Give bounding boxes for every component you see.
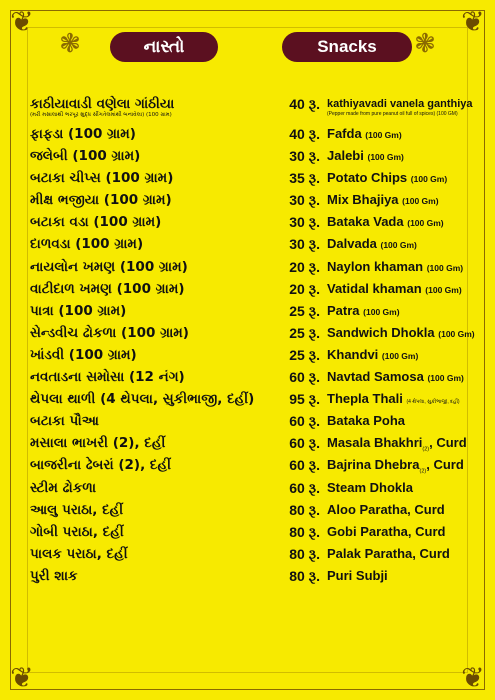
price-value: 25 xyxy=(289,324,305,341)
price-value: 60 xyxy=(289,369,305,386)
price-value: 40 xyxy=(289,96,305,112)
item-price xyxy=(258,257,320,277)
english-name: Naylon khaman xyxy=(327,258,424,274)
price-currency: રૂ. xyxy=(308,258,320,275)
ornamental-corner-icon: ❦ xyxy=(461,5,485,38)
item-price xyxy=(258,411,320,431)
item-price xyxy=(258,522,320,542)
menu-item xyxy=(30,146,469,168)
price-currency: રૂ. xyxy=(308,391,320,408)
item-name-gujarati: ફાફડા (100 ગ્રામ) xyxy=(30,126,136,142)
price-currency: રૂ. xyxy=(308,523,320,540)
item-name-english xyxy=(327,566,388,586)
menu-item xyxy=(30,500,469,522)
english-unit: (100 Gm) xyxy=(438,328,475,339)
price-currency: રૂ. xyxy=(308,435,320,452)
english-unit: (100 Gm) xyxy=(410,174,448,185)
item-name-gujarati: આલુ પરાઠા, દહીં xyxy=(30,501,124,518)
price-value: 80 xyxy=(289,523,305,540)
menu-item xyxy=(30,301,469,323)
item-name-english xyxy=(327,367,464,388)
price-currency: રૂ. xyxy=(308,280,320,297)
item-name-english xyxy=(327,279,462,300)
english-unit: (100 Gm) xyxy=(427,373,464,384)
item-name-gujarati: વાટીદાળ ખમણ (100 ગ્રામ) xyxy=(30,280,185,297)
price-value: 35 xyxy=(289,170,305,187)
price-currency: રૂ. xyxy=(308,413,320,430)
item-name-gujarati: સ્ટીમ ઢોકળા xyxy=(30,479,97,496)
menu-item xyxy=(30,234,469,256)
english-name: Bataka Vada xyxy=(327,214,404,230)
item-name-english xyxy=(327,146,404,167)
menu-item xyxy=(30,544,469,566)
ornamental-corner-icon: ❦ xyxy=(10,661,34,694)
price-value: 80 xyxy=(289,501,305,518)
english-name: kathiyavadi vanela ganthiya xyxy=(327,98,473,110)
item-name-english xyxy=(327,478,413,498)
price-value: 60 xyxy=(289,457,305,474)
item-name-english xyxy=(327,190,439,211)
price-currency: રૂ. xyxy=(308,479,320,496)
item-name-english xyxy=(327,323,475,344)
price-value: 30 xyxy=(289,192,305,209)
price-currency: રૂ. xyxy=(308,346,320,363)
item-name-english xyxy=(327,301,400,322)
price-value: 80 xyxy=(289,567,305,584)
price-currency: રૂ. xyxy=(308,324,320,341)
menu-item xyxy=(30,433,469,455)
english-accompaniment: , Curd xyxy=(426,457,464,473)
item-name-gujarati: દાળવડા (100 ગ્રામ) xyxy=(30,236,144,253)
item-price xyxy=(258,146,320,166)
english-name: Khandvi xyxy=(327,346,379,362)
english-name: Bajrina Dhebra xyxy=(327,457,420,473)
item-price xyxy=(258,234,320,254)
item-price xyxy=(258,367,320,387)
price-currency: રૂ. xyxy=(308,148,320,165)
price-currency: રૂ. xyxy=(308,545,320,562)
english-unit: (100 Gm) xyxy=(381,350,419,361)
price-value: 30 xyxy=(289,148,305,165)
item-price xyxy=(258,389,320,409)
english-name: Potato Chips xyxy=(327,170,408,186)
english-section-title: Snacks xyxy=(282,32,412,62)
english-name: Sandwich Dhokla xyxy=(327,324,435,340)
menu-item xyxy=(30,168,469,190)
price-value: 60 xyxy=(289,413,305,430)
item-price xyxy=(258,279,320,299)
price-value: 60 xyxy=(289,479,305,496)
item-name-english xyxy=(327,168,447,189)
english-name: Steam Dhokla xyxy=(327,479,413,495)
item-name-gujarati: પાત્રા (100 ગ્રામ) xyxy=(30,302,127,319)
price-value: 95 xyxy=(289,391,305,408)
english-name: Dalvada xyxy=(327,236,377,252)
price-currency: રૂ. xyxy=(308,457,320,474)
price-currency: રૂ. xyxy=(308,126,320,142)
menu-item xyxy=(30,279,469,301)
english-quantity: (2) xyxy=(419,469,427,475)
item-price xyxy=(258,212,320,232)
item-price xyxy=(258,124,320,144)
item-name-gujarati: થેપલા થાળી (4 થેપલા, સુકીભાજી, દહીં) xyxy=(30,391,255,408)
price-value: 40 xyxy=(289,126,305,142)
item-name-english xyxy=(327,234,417,255)
english-name: Mix Bhajiya xyxy=(327,192,399,208)
english-quantity: (2) xyxy=(422,446,430,453)
item-name-gujarati: પુરી શાક xyxy=(30,567,78,584)
item-name-gujarati: નવતાડના સમોસા (12 નંગ) xyxy=(30,369,185,386)
price-currency: રૂ. xyxy=(308,236,320,253)
english-name: Bataka Poha xyxy=(327,413,406,429)
item-price xyxy=(258,566,320,586)
item-price xyxy=(258,433,320,453)
item-price xyxy=(258,190,320,210)
item-name-english xyxy=(327,212,444,233)
item-name-english xyxy=(327,544,450,564)
item-name-english xyxy=(327,411,405,431)
menu-item xyxy=(30,566,469,588)
english-unit: (100 Gm) xyxy=(365,130,402,140)
floral-ornament-icon: ❃ xyxy=(59,29,81,59)
price-currency: રૂ. xyxy=(308,192,320,209)
english-unit: (100 Gm) xyxy=(363,306,400,317)
price-value: 25 xyxy=(289,346,305,363)
gujarati-section-title: નાસ્તો xyxy=(110,32,218,62)
english-unit: (100 Gm) xyxy=(380,240,417,251)
price-currency: રૂ. xyxy=(308,369,320,386)
item-note-gujarati: (મરી મસાલાથી ભરપૂર શુદ્ધ સીંગતેલમાંથી બનાવેલા) (100 ગ્રામ) xyxy=(30,112,172,118)
menu-item xyxy=(30,257,469,279)
item-name-gujarati: જલેબી (100 ગ્રામ) xyxy=(30,148,141,165)
price-currency: રૂ. xyxy=(308,501,320,518)
item-name-gujarati: બટાકા પૌઆ xyxy=(30,413,99,430)
price-value: 30 xyxy=(289,214,305,231)
item-price xyxy=(258,544,320,564)
menu-item xyxy=(30,190,469,212)
price-value: 20 xyxy=(289,280,305,297)
item-name-english xyxy=(327,500,445,520)
english-unit: (100 Gm) xyxy=(425,284,462,295)
english-accompaniment: , Curd xyxy=(429,435,467,451)
english-name: Navtad Samosa xyxy=(327,369,424,385)
price-currency: રૂ. xyxy=(308,96,320,112)
ornamental-corner-icon: ❦ xyxy=(461,661,485,694)
english-unit: (100 Gm) xyxy=(426,262,464,273)
menu-item xyxy=(30,94,473,124)
english-name: Gobi Paratha, Curd xyxy=(327,523,446,539)
item-name-gujarati: મીક્ષ ભજીયા (100 ગ્રામ) xyxy=(30,192,172,209)
item-price xyxy=(258,345,320,365)
price-currency: રૂ. xyxy=(308,302,320,319)
item-name-gujarati: નાયલોન ખમણ (100 ગ્રામ) xyxy=(30,258,188,275)
english-note: (4 થેપલા, સુકીભાજી, દહીં) xyxy=(406,399,460,406)
item-price xyxy=(258,94,320,114)
item-name-gujarati: સેન્ડવીચ ઢોકળા (100 ગ્રામ) xyxy=(30,324,189,341)
item-name-english xyxy=(327,345,418,366)
menu-item xyxy=(30,212,469,234)
price-currency: રૂ. xyxy=(308,567,320,584)
item-name-english xyxy=(327,257,463,278)
item-name-gujarati: બાજરીના ઢેબરાં (2), દહીં xyxy=(30,457,171,474)
item-name-gujarati: ગોબી પરાઠા, દહીં xyxy=(30,523,124,540)
item-name-gujarati: બટાકા વડા (100 ગ્રામ) xyxy=(30,214,162,231)
english-name: Aloo Paratha, Curd xyxy=(327,501,445,517)
english-name: Puri Subji xyxy=(327,567,388,583)
english-name: Fafda xyxy=(327,126,362,141)
menu-item xyxy=(30,389,469,411)
price-value: 20 xyxy=(289,258,305,275)
price-value: 60 xyxy=(289,435,305,452)
price-currency: રૂ. xyxy=(308,214,320,231)
english-name: Jalebi xyxy=(327,148,364,164)
english-unit: (100 Gm) xyxy=(367,152,404,163)
item-price xyxy=(258,478,320,498)
english-name: Patra xyxy=(327,302,360,318)
item-name-english xyxy=(327,522,445,542)
item-price xyxy=(258,455,320,475)
price-value: 80 xyxy=(289,545,305,562)
item-name-english xyxy=(327,124,402,145)
item-price xyxy=(258,500,320,520)
item-name-gujarati: પાલક પરાઠા, દહીં xyxy=(30,545,128,562)
menu-item xyxy=(30,345,469,367)
item-price xyxy=(258,168,320,188)
item-name-gujarati: મસાલા ભાખરી (2), દહીં xyxy=(30,435,166,452)
english-name: Palak Paratha, Curd xyxy=(327,545,450,561)
english-name: Vatidal khaman xyxy=(327,280,422,296)
item-price xyxy=(258,323,320,343)
item-price xyxy=(258,301,320,321)
menu-item xyxy=(30,478,469,500)
price-currency: રૂ. xyxy=(308,170,320,187)
menu-item xyxy=(30,367,469,389)
menu-item xyxy=(30,124,469,146)
menu-item xyxy=(30,323,475,345)
menu-item xyxy=(30,411,469,433)
menu-item xyxy=(30,455,469,477)
price-value: 25 xyxy=(289,302,305,319)
english-name: Masala Bhakhri xyxy=(327,435,423,451)
item-name-gujarati: બટાકા ચીપ્સ (100 ગ્રામ) xyxy=(30,170,174,187)
english-unit: (100 Gm) xyxy=(407,218,444,229)
menu-list xyxy=(30,94,475,588)
item-name-gujarati: કાઠીયાવાડી વણેલા ગાંઠીયા xyxy=(30,96,175,112)
item-name-gujarati: ખાંડવી (100 ગ્રામ) xyxy=(30,346,137,363)
item-name-english xyxy=(327,389,460,412)
item-note-english: (Pepper made from pure peanut oil full of spices) (100 GM) xyxy=(327,111,458,117)
menu-item xyxy=(30,522,469,544)
floral-ornament-icon: ❃ xyxy=(414,29,436,59)
english-name: Thepla Thali xyxy=(327,391,403,407)
english-unit: (100 Gm) xyxy=(402,196,439,207)
price-value: 30 xyxy=(289,236,305,253)
ornamental-corner-icon: ❦ xyxy=(10,5,34,38)
